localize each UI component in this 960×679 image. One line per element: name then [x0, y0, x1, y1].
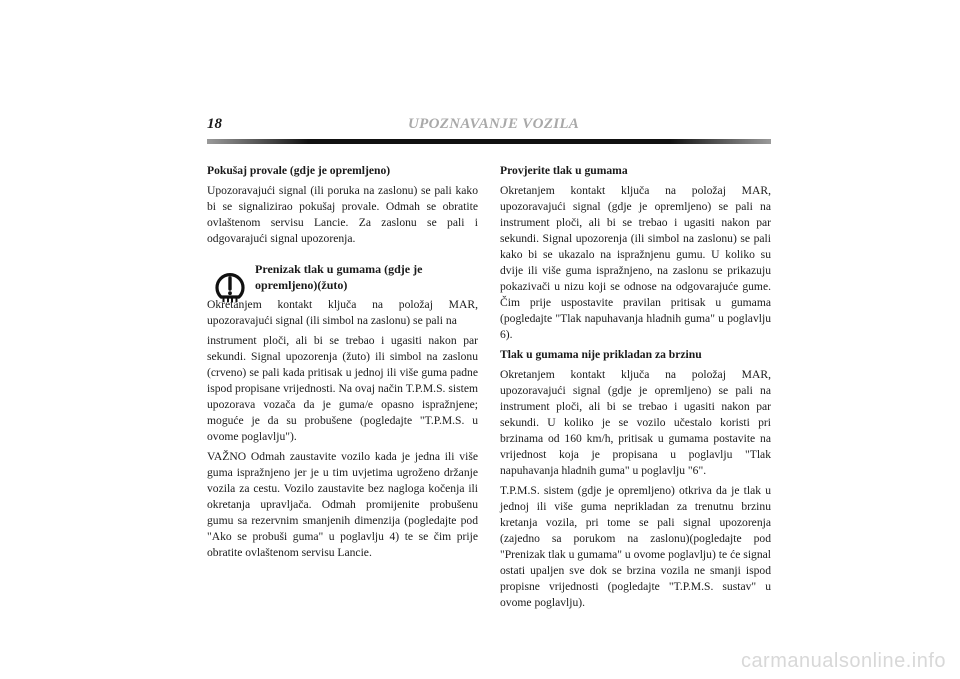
footer-watermark: carmanualsonline.info [740, 650, 946, 672]
header-rule [207, 139, 771, 144]
check-pressure-heading: Provjerite tlak u gumama [500, 164, 628, 177]
section-title: UPOZNAVANJE VOZILA [408, 116, 580, 132]
unsuitable-speed-heading: Tlak u gumama nije prikladan za brzinu [500, 348, 702, 361]
left-column [207, 163, 478, 565]
burglary-heading: Pokušaj provale (gdje je opremljeno) [207, 164, 391, 177]
tyre-pressure-important-text: VAŽNO Odmah zaustavite vozilo kada je jedna ili više guma ispražnjeno jer je u tim uvjetima ugroženo držanje vozila za cestu. Vozilo zaustavite bez nagloga kočenja ili okretanja upravljača. Odmah promijenite probušenu gumu sa rezervnim smanjenih dimenzija (pogledajte pod "Ako se probuši guma" u poglavlju 4) te se čim prije obratite ovlaštenom servisu Lancie. [207, 450, 478, 559]
tyre-pressure-warning-lead: Okretanjem kontakt ključa na položaj MAR, upozoravajući signal (ili simbol na zaslonu) se pali na [207, 298, 478, 327]
check-pressure-text: Okretanjem kontakt ključa na položaj MAR, upozoravajući signal (gdje je opremljeno) se pali na instrument ploči, ali bi se trebao i ugasiti nakon par sekundi. Signal upozorenja (ili simbol na zaslonu) se pali kako bi se ukazalo na ispražnjenu gumu. U koliko su dvije ili više guma ispražnjeno, na zaslonu se prikazuju pokazivači u nizu koji se odnose na odgovarajuće gume. Čim prije uspostavite pravilan pritisak u gumama (pogledajte "Tlak napuhavanja hladnih guma" u poglavlju 6). [500, 184, 771, 341]
tyre-pressure-warning-text: instrument ploči, ali bi se trebao i ugasiti nakon par sekundi. Signal upozorenja (žuto) ili simbol na zaslonu (crveno) se pali kada pritisak u jednoj ili više guma padne ispod propisane vrijednosti. Na ovaj način T.P.M.S. sistem upozorava vozača da je guma/e opasno ispražnjene; moguće je da su probušene (pogledajte "T.P.M.S. u ovome poglavlju"). [207, 334, 478, 443]
unsuitable-speed-text-2: T.P.M.S. sistem (gdje je opremljeno) otkriva da je tlak u jednoj ili više guma neprikladan za trenutnu brzinu kretanja vozila, pri tome se pali signal upozorenja (zajedno sa porukom na zaslonu)(pogledajte pod "Prenizak tlak u gumama" u ovome poglavlju) te će signal ostati upaljen sve dok se brzina vozila ne smanji ispod propisne vrijednosti (pogledajte "T.P.M.S. sustav" u ovome poglavlju). [500, 484, 771, 609]
tyre-pressure-warning-title: Prenizak tlak u gumama (gdje je opremljeno)(žuto) [255, 262, 423, 292]
tyre-pressure-warning-icon [210, 267, 250, 307]
page-number: 18 [207, 116, 222, 132]
tyre-pressure-warning-block [207, 261, 478, 329]
burglary-text: Upozoravajući signal (ili poruka na zaslonu) se pali kako bi se signalizirao pokušaj provale. Odmah se obratite ovlaštenom servisu Lancie. Za zaslonu se pali i odgovarajući signal upozorenja. [207, 184, 478, 245]
right-column [500, 163, 771, 615]
unsuitable-speed-text: Okretanjem kontakt ključa na položaj MAR, upozoravajući signal (gdje je opremljeno) se pali na instrument ploči, ali bi se trebao i ugasiti nakon par sekundi. U koliko je se vozilo učestalo koristi pri brzinama od 160 km/h, pritisak u gumama postavite na vrijednost koja je propisana u poglavlju "Tlak napuhavanja hladnih guma" u poglavlju "6". [500, 368, 771, 477]
